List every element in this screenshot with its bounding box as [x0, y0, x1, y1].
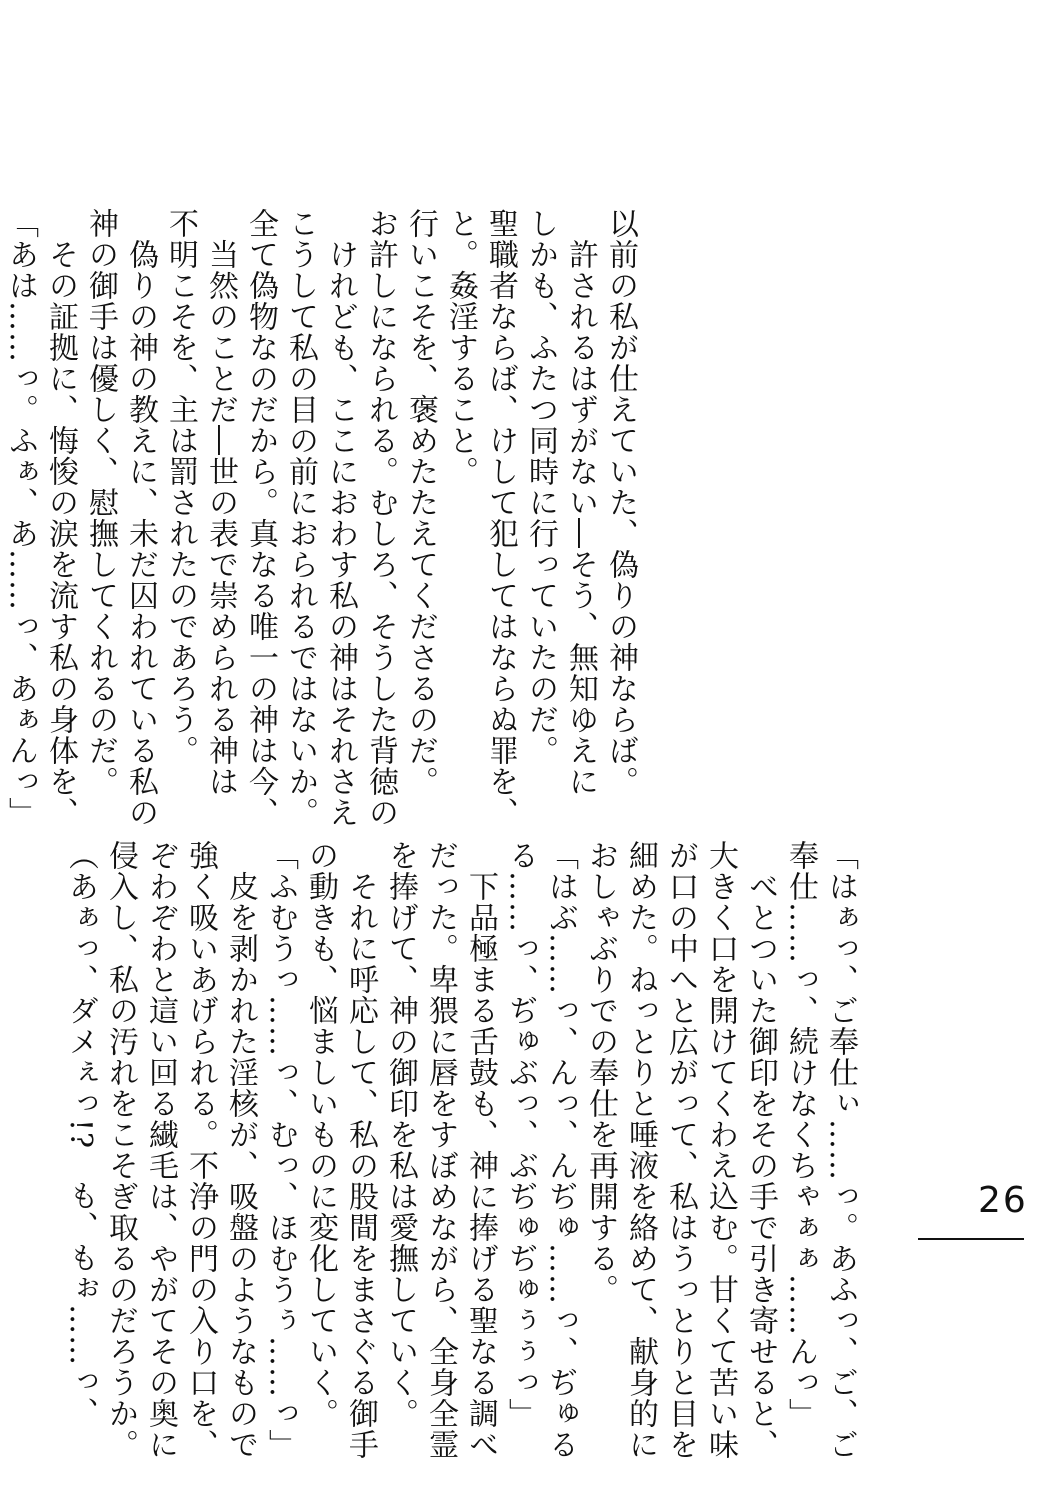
- text-line: べとついた御印をその手で引き寄せると、: [743, 840, 778, 1460]
- text-line: 当然のことだ―世の表で崇められる神は: [203, 208, 238, 797]
- text-line: と。姦淫すること。: [443, 208, 478, 487]
- text-block-top: [3, 208, 640, 828]
- text-line: 全て偽物なのだから。真なる唯一の神は今、: [243, 208, 278, 828]
- text-line: 不明こそを、主は罰されたのであろう。: [163, 208, 198, 766]
- text-line: こうして私の目の前におられるではないか。: [283, 208, 318, 828]
- text-line: お許しになられる。むしろ、そうした背徳の: [363, 208, 398, 828]
- text-line: 神の御手は優しく、慰撫してくれるのだ。: [83, 208, 118, 797]
- text-line: それに呼応して、私の股間をまさぐる御手: [343, 840, 378, 1460]
- text-line: 細めた。ねっとりと唾液を絡めて、献身的に: [623, 840, 658, 1460]
- text-line: 許されるはずがない―そう、無知ゆえに: [563, 208, 598, 797]
- text-block-bottom: [63, 840, 860, 1460]
- text-line: 強く吸いあげられる。不浄の門の入り口を、: [183, 840, 218, 1460]
- text-line: （あぁっ、ダメぇっ!? も、もぉ……っ、: [63, 840, 98, 1429]
- text-line: ぞわぞわと這い回る繊毛は、やがてその奥に: [143, 840, 178, 1460]
- text-line: しかも、ふたつ同時に行っていたのだ。: [523, 208, 558, 766]
- text-line: の動きも、悩ましいものに変化していく。: [303, 840, 338, 1429]
- text-line: だった。卑猥に唇をすぼめながら、全身全霊: [423, 840, 458, 1460]
- text-line: 「はぶ……っ、んっ、んぢゅ……っ、ぢゅる: [543, 840, 578, 1460]
- text-line: 皮を剥かれた淫核が、吸盤のようなもので: [223, 840, 258, 1460]
- text-line: 「ふむうっ……っ、むっ、ほむうぅ……っ」: [263, 840, 298, 1460]
- text-line: 聖職者ならば、けして犯してはならぬ罪を、: [483, 208, 518, 828]
- text-line: 奉仕……っ、続けなくちゃぁぁ……んっ」: [783, 840, 818, 1429]
- text-line: 「あは……っ。ふぁ、あ……っ、あぁんっ」: [3, 208, 38, 828]
- text-line: 偽りの神の教えに、未だ囚われている私の: [123, 208, 158, 828]
- text-line: 下品極まる舌鼓も、神に捧げる聖なる調べ: [463, 840, 498, 1460]
- text-line: 侵入し、私の汚れをこそぎ取るのだろうか。: [103, 840, 138, 1460]
- text-line: る……っ、ぢゅぶっ、ぶぢゅぢゅぅぅっ」: [503, 840, 538, 1429]
- text-line: 大きく口を開けてくわえ込む。甘くて苦い味: [703, 840, 738, 1460]
- text-line: 「はぁっ、ご奉仕ぃ……っ。あふっ、ご、ご: [823, 840, 858, 1460]
- page-number-underline: [918, 1238, 1024, 1240]
- text-line: けれども、ここにおわす私の神はそれさえ: [323, 208, 358, 828]
- text-line: 以前の私が仕えていた、偽りの神ならば。: [603, 208, 638, 797]
- text-line: その証拠に、悔悛の涙を流す私の身体を、: [43, 208, 78, 828]
- text-line: を捧げて、神の御印を私は愛撫していく。: [383, 840, 418, 1429]
- text-line: 行いこそを、褒めたたえてくださるのだ。: [403, 208, 438, 797]
- text-line: が口の中へと広がって、私はうっとりと目を: [663, 840, 698, 1460]
- page-number: 26: [978, 1180, 1028, 1221]
- text-line: おしゃぶりでの奉仕を再開する。: [583, 840, 618, 1305]
